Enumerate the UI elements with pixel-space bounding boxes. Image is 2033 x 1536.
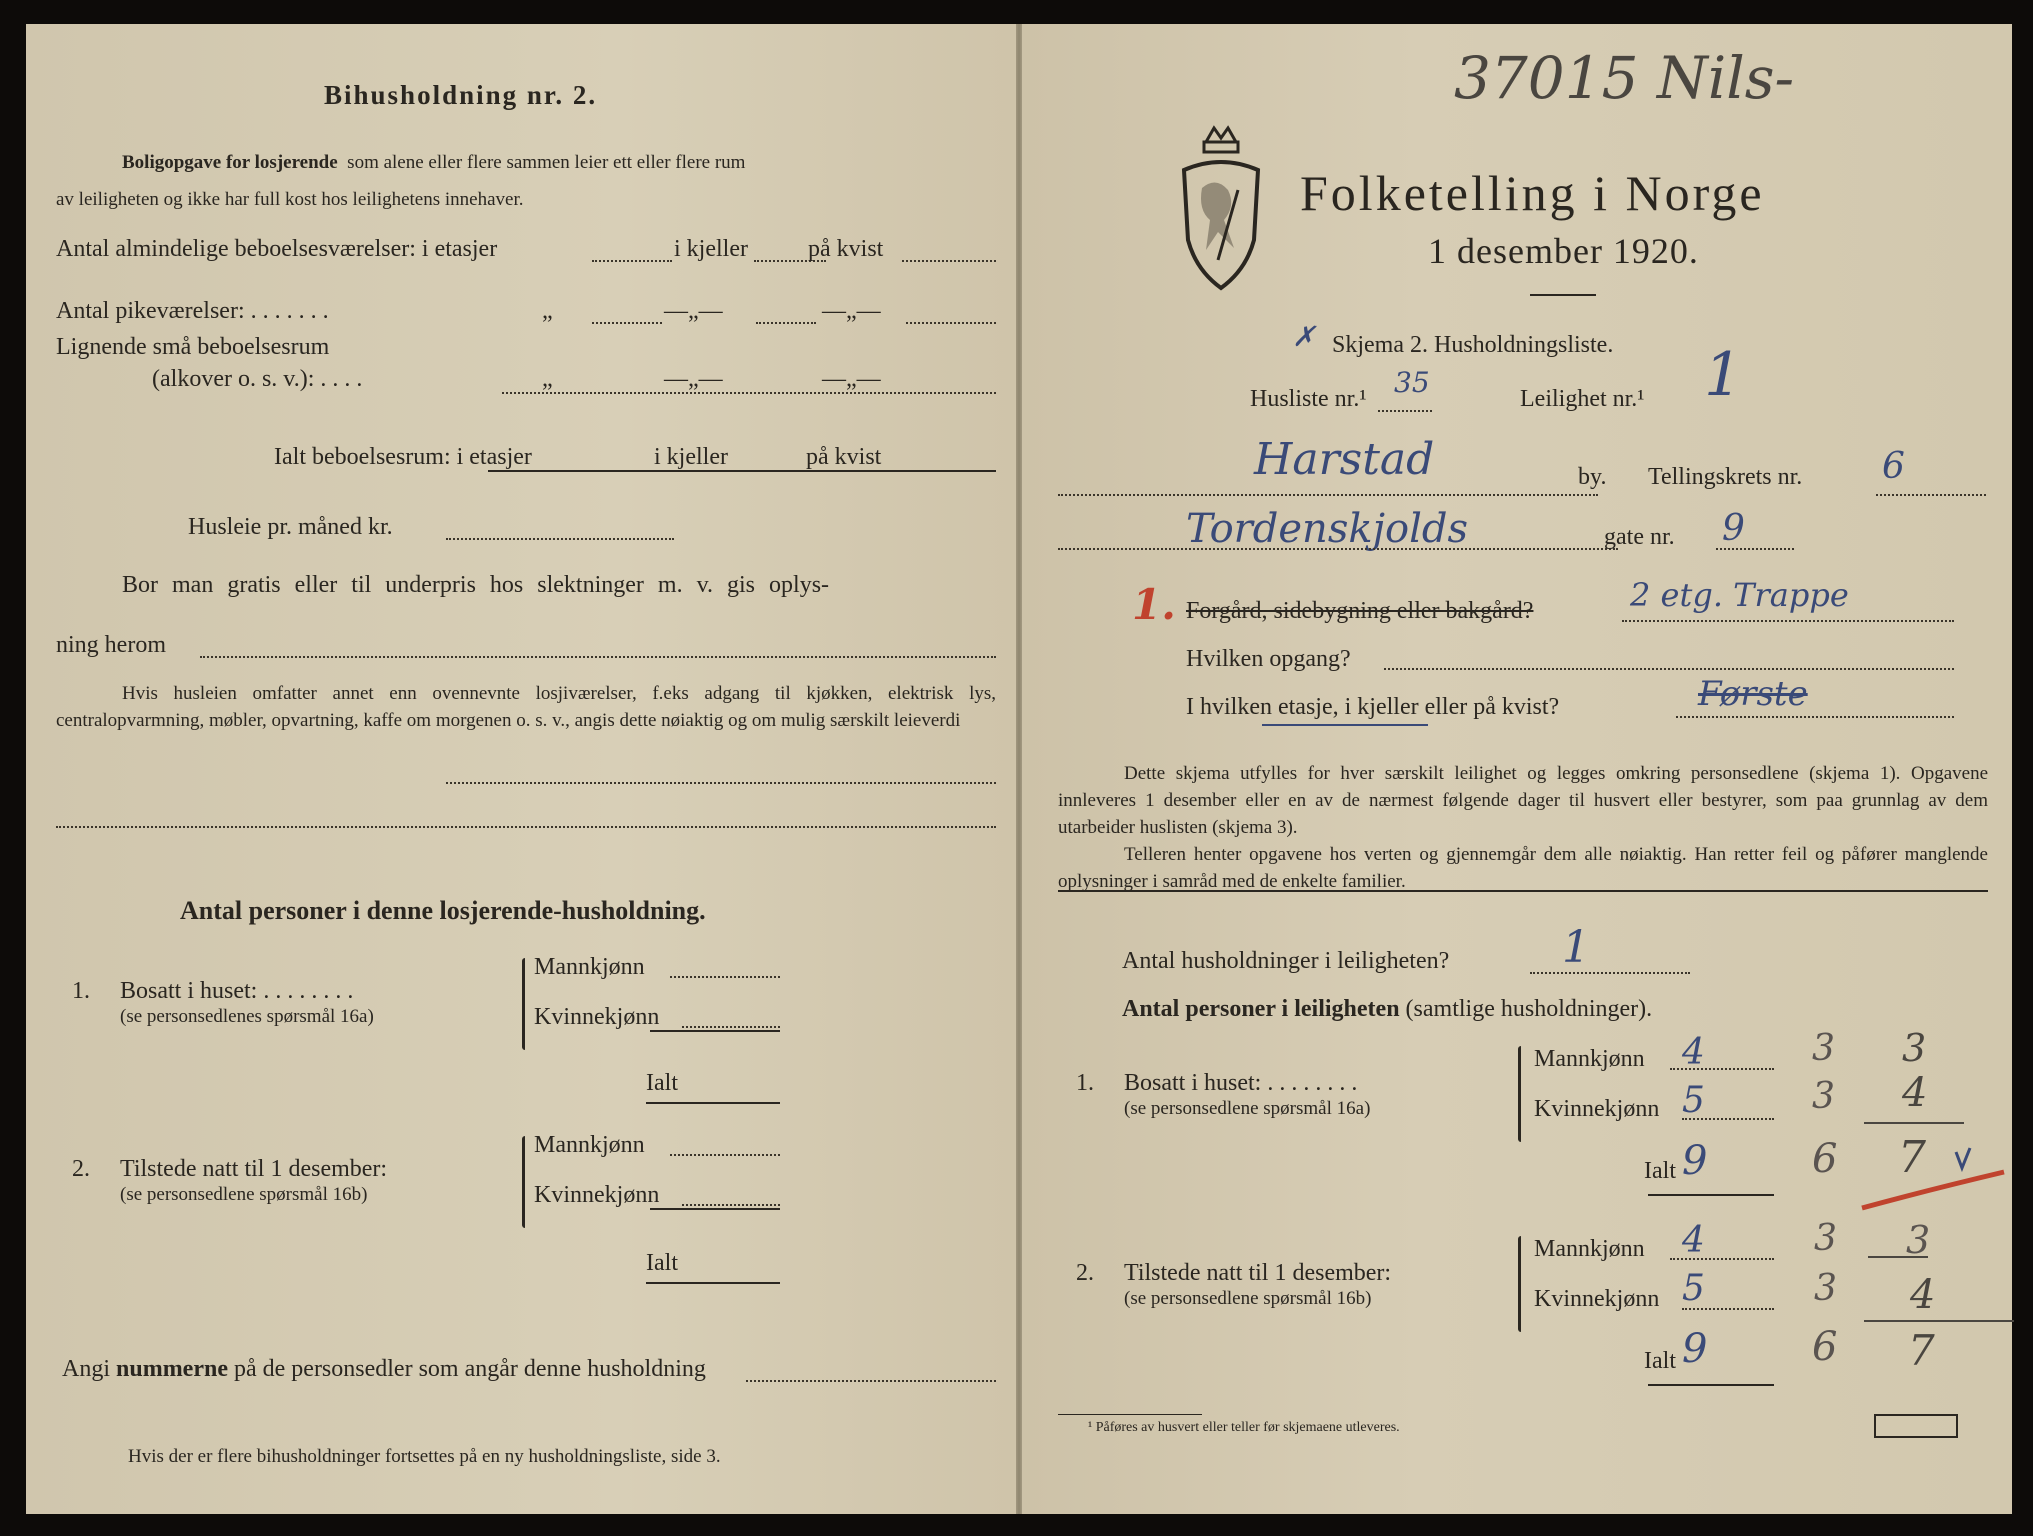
rent-label: Husleie pr. måned kr. (188, 514, 393, 540)
free-text-1: Bor man gratis eller til underpris hos slektninger m. v. gis oplys- (122, 572, 830, 598)
husliste-label: Husliste nr.¹ (1250, 386, 1367, 412)
city-label: by. (1578, 464, 1607, 490)
pike-ditto-3: —„— (822, 298, 881, 324)
q1-male-v1: 4 (1682, 1032, 1705, 1073)
opgang-line (1384, 668, 1954, 670)
left-page (26, 24, 1016, 1514)
left-q2-male: Mannkjønn (534, 1132, 645, 1158)
krets-line (1876, 494, 1986, 496)
q1-male-v3: 3 (1902, 1026, 1927, 1070)
left-q2-note: (se personsedlene spørsmål 16b) (120, 1184, 368, 1205)
small-ditto-2: —„— (664, 366, 723, 392)
pike-line-1 (592, 322, 662, 324)
instructions-1: Dette skjema utfylles for hver særskilt leilighet og legges omkring personsedlene (skjema 1). Opgavene innleveres 1 desember eller en av de nærmest følgende dager til husvert eller bestyrer, som paa grunnlag av dem utarbeider huslisten (skjema 3). (1058, 763, 1988, 838)
census-date: 1 desember 1920. (1428, 231, 1699, 271)
right-q2-total-rule (1648, 1384, 1774, 1386)
q1-female-v1: 5 (1682, 1080, 1705, 1121)
households-line (1530, 972, 1690, 974)
right-q1-brace (1518, 1046, 1521, 1142)
city-line (1058, 494, 1598, 496)
left-q1-label: Bosatt i huset: . . . . . . . . (120, 978, 354, 1004)
city-value: Harstad (1254, 434, 1435, 485)
left-title: Bihusholdning nr. 2. (324, 80, 598, 110)
q2-female-v2: 3 (1814, 1268, 1837, 1309)
intro-line-1: Boligopgave for losjerende som alene eller flere sammen leier ett eller flere rum (122, 152, 746, 173)
right-q2-label: Tilstede natt til 1 desember: (1124, 1260, 1392, 1286)
footnote: ¹ Påføres av husvert eller teller før skjemaene utleveres. (1088, 1420, 1400, 1435)
persons-heading: Antal personer i denne losjerende-husholdning. (180, 896, 706, 925)
etasje-value: Første (1698, 674, 1808, 714)
intro-line-2: av leiligheten og ikke har full kost hos leilighetens innehaver. (56, 189, 524, 210)
small-rooms-1: Lignende små beboelsesrum (56, 334, 330, 360)
total-rooms: Ialt beboelsesrum: i etasjer (274, 444, 532, 470)
left-q2-total-rule (646, 1282, 780, 1284)
krets-value: 6 (1882, 446, 1905, 487)
left-q1-sum-rule (650, 1030, 780, 1032)
q2-total-v3: 7 (1908, 1326, 1935, 1375)
continue-note: Hvis der er flere bihusholdninger fortsettes på en ny husholdningsliste, side 3. (128, 1446, 721, 1467)
pike-ditto-2: —„— (664, 298, 723, 324)
total-kvist: på kvist (806, 444, 882, 470)
right-q2-note: (se personsedlene spørsmål 16b) (1124, 1288, 1372, 1309)
right-q1-total-rule (1648, 1194, 1774, 1196)
rooms-label: Antal almindelige beboelsesværelser: i etasjer (56, 236, 498, 262)
rooms-kvist-line (902, 260, 996, 262)
small-ditto-3: —„— (822, 366, 881, 392)
left-q2-male-line (670, 1154, 780, 1156)
right-q2-brace (1518, 1236, 1521, 1332)
right-q2-male: Mannkjønn (1534, 1236, 1645, 1262)
forgard-line (1622, 620, 1954, 622)
forgard-mark: 1. (1132, 580, 1176, 629)
left-q1-female: Kvinnekjønn (534, 1004, 660, 1030)
husliste-strike: ✗ (1292, 320, 1316, 353)
small-rooms-line (502, 392, 996, 394)
pike-line-2 (756, 322, 816, 324)
numbers-line: Angi nummerne på de personsedler som angår denne husholdning (62, 1356, 706, 1382)
archive-number: 37015 Nils- (1454, 44, 1795, 112)
red-check-mark-icon (1858, 1144, 2008, 1214)
rooms-kvist: på kvist (808, 236, 884, 262)
etasje-label: I hvilken etasje, i kjeller eller på kvist? (1186, 694, 1560, 720)
q1-female-v2: 3 (1812, 1076, 1835, 1117)
title-rule (1530, 294, 1596, 296)
right-q1-male: Mannkjønn (1534, 1046, 1645, 1072)
right-q2-total: Ialt (1644, 1348, 1676, 1374)
left-q2-label: Tilstede natt til 1 desember: (120, 1156, 388, 1182)
leilighet-label: Leilighet nr.¹ (1520, 386, 1645, 412)
right-q2-female: Kvinnekjønn (1534, 1286, 1660, 1312)
left-q1-note: (se personsedlenes spørsmål 16a) (120, 1006, 374, 1027)
small-ditto: „ (542, 366, 553, 392)
left-q2-total: Ialt (646, 1250, 678, 1276)
gate-value: 9 (1722, 508, 1745, 549)
schema-label: Skjema 2. Husholdningsliste. (1332, 332, 1614, 358)
rent-note-line (446, 782, 996, 784)
households-value: 1 (1562, 922, 1590, 973)
instructions-rule (1058, 890, 1988, 892)
left-q1-brace (522, 958, 525, 1050)
left-q2-female-line (682, 1204, 780, 1206)
right-q1-label: Bosatt i huset: . . . . . . . . (1124, 1070, 1358, 1096)
q2-total-v1: 9 (1682, 1326, 1708, 1372)
q2-female-v3: 4 (1910, 1272, 1936, 1318)
total-rooms-rule (488, 470, 996, 472)
q1-sum-rule (1864, 1122, 1964, 1124)
street-line (1058, 548, 1618, 550)
q2-male-v1: 4 (1682, 1220, 1705, 1261)
printer-stamp (1874, 1414, 1958, 1438)
right-q2-num: 2. (1076, 1260, 1094, 1286)
right-title: Folketelling i Norge (1300, 165, 1765, 221)
q2-sum-rule (1864, 1320, 2014, 1322)
left-q2-brace (522, 1136, 525, 1228)
gate-line (1716, 548, 1794, 550)
rooms-kjeller: i kjeller (674, 236, 748, 262)
right-q1-num: 1. (1076, 1070, 1094, 1096)
left-q1-male: Mannkjønn (534, 954, 645, 980)
street-value: Tordenskjolds (1186, 506, 1468, 552)
etasje-underline (1262, 724, 1428, 726)
forgard-value: 2 etg. Trappe (1630, 576, 1849, 614)
rent-line (446, 538, 674, 540)
right-q1-female: Kvinnekjønn (1534, 1096, 1660, 1122)
husliste-line (1378, 410, 1432, 412)
left-q1-num: 1. (72, 978, 90, 1004)
q2-male-v3: 3 (1906, 1218, 1931, 1262)
households-label: Antal husholdninger i leiligheten? (1122, 948, 1450, 974)
instructions-2: Telleren henter opgavene hos verten og gjennemgår dem alle nøiaktig. Han retter feil og påfører manglende oplysninger i samråd med de enkelte familier. (1058, 844, 1988, 892)
right-q1-note: (se personsedlene spørsmål 16a) (1124, 1098, 1371, 1119)
q1-total-v2: 6 (1812, 1136, 1838, 1182)
left-q2-num: 2. (72, 1156, 90, 1182)
q1-male-v2: 3 (1812, 1028, 1835, 1069)
opgang-label: Hvilken opgang? (1186, 646, 1351, 672)
etasje-line (1676, 716, 1954, 718)
q2-female-v1: 5 (1682, 1268, 1705, 1309)
left-q1-total: Ialt (646, 1070, 678, 1096)
q2-total-v2: 6 (1812, 1324, 1838, 1370)
pike-label: Antal pikeværelser: . . . . . . . (56, 298, 329, 324)
q1-female-v3: 4 (1902, 1070, 1928, 1116)
free-line (200, 656, 996, 658)
right-q1-total: Ialt (1644, 1158, 1676, 1184)
rent-note-line-2 (56, 826, 996, 828)
q2-male-v2: 3 (1814, 1218, 1837, 1259)
husliste-value: 35 (1394, 366, 1430, 399)
persons-heading-right: Antal personer i leiligheten (samtlige husholdninger). (1122, 996, 1653, 1022)
numbers-line-dots (746, 1380, 996, 1382)
footnote-rule (1058, 1414, 1202, 1415)
left-q2-female: Kvinnekjønn (534, 1182, 660, 1208)
gate-label: gate nr. (1604, 524, 1675, 550)
rent-note: Hvis husleien omfatter annet enn ovennevnte losjiværelser, f.eks adgang til kjøkken, elektrisk lys, centralopvarmning, møbler, opvartning, kaffe om morgenen o. s. v., angis dette nøiaktig og om mulig særskilt leieverdi (56, 683, 996, 731)
free-text-2: ning herom (56, 632, 166, 658)
krets-label: Tellingskrets nr. (1648, 464, 1803, 490)
q2-male-v3-rule (1868, 1256, 1928, 1258)
left-q2-sum-rule (650, 1208, 780, 1210)
total-kjeller: i kjeller (654, 444, 728, 470)
q1-total-v1: 9 (1682, 1138, 1708, 1184)
small-rooms-2: (alkover o. s. v.): . . . . (152, 366, 363, 392)
pike-line-3 (906, 322, 996, 324)
right-page (1022, 24, 2012, 1514)
left-q1-male-line (670, 976, 780, 978)
pike-ditto: „ (542, 298, 553, 324)
left-q1-total-rule (646, 1102, 780, 1104)
left-q1-female-line (682, 1026, 780, 1028)
leilighet-value: 1 (1704, 340, 1743, 410)
forgard-label: Forgård, sidebygning eller bakgård? (1186, 598, 1534, 624)
coat-of-arms-icon (1176, 120, 1266, 292)
rooms-etasjer-line (592, 260, 672, 262)
q1-total-v3: 7 (1898, 1132, 1926, 1183)
